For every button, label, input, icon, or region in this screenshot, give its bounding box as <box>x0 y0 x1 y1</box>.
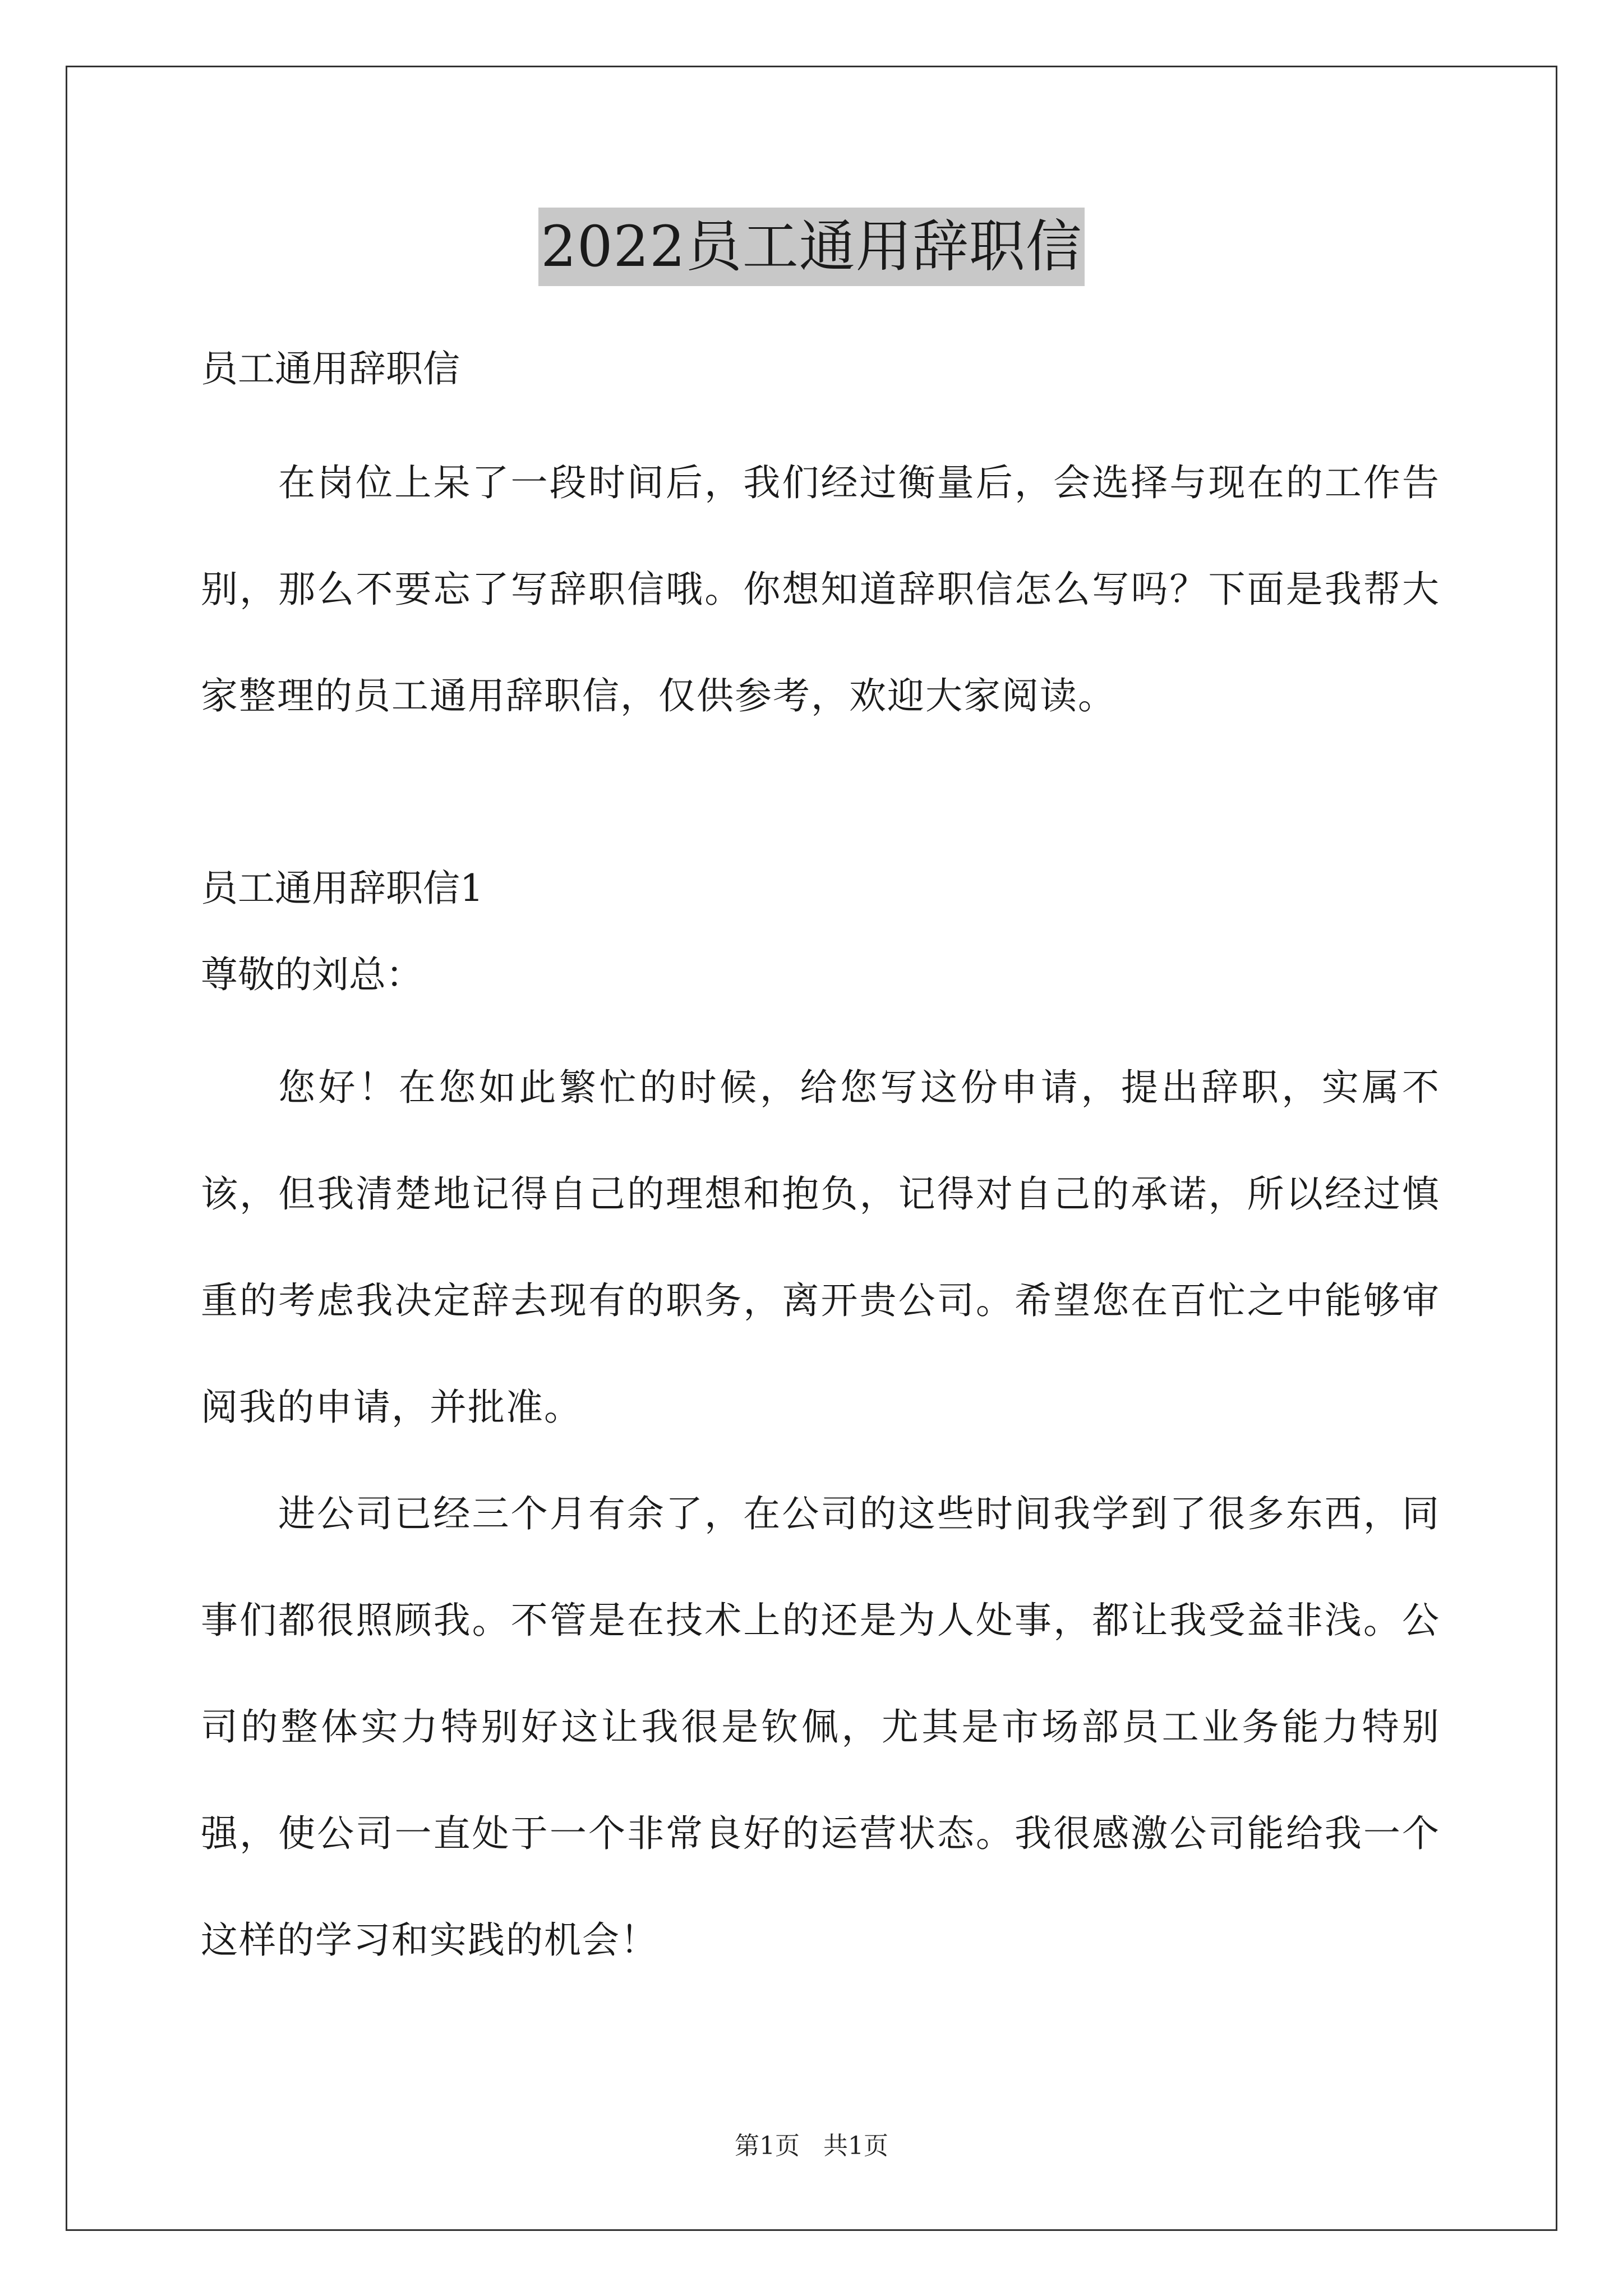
body-paragraph-2: 进公司已经三个月有余了，在公司的这些时间我学到了很多东西，同事们都很照顾我。不管是在技术上的还是为人处事，都让我受益非浅。公司的整体实力特别好这让我很是钦佩，尤其是市场部员工业务能力特别强，使公司一直处于一个非常良好的运营状态。我很感激公司能给我一个这样的学习和实践的机会！ <box>201 1492 1440 1962</box>
intro-paragraph: 在岗位上呆了一段时间后，我们经过衡量后，会选择与现在的工作告别，那么不要忘了写辞职信哦。你想知道辞职信怎么写吗？下面是我帮大家整理的员工通用辞职信，仅供参考，欢迎大家阅读。 <box>201 461 1440 717</box>
section-heading: 员工通用辞职信1 <box>201 867 483 910</box>
page-footer <box>0 2129 1623 2163</box>
subtitle: 员工通用辞职信 <box>201 347 460 390</box>
page-number: 第1页 <box>735 2132 800 2160</box>
title-wrap <box>0 208 1623 286</box>
page-total: 共1页 <box>823 2132 888 2160</box>
body-paragraph-1: 您好！在您如此繁忙的时候，给您写这份申请，提出辞职，实属不该，但我清楚地记得自己的理想和抱负，记得对自己的承诺，所以经过慎重的考虑我决定辞去现有的职务，离开贵公司。希望您在百忙之中能够审阅我的申请，并批准。 <box>201 1066 1440 1429</box>
salutation: 尊敬的刘总： <box>201 953 423 996</box>
document-body <box>201 342 1440 1994</box>
document-title: 2022员工通用辞职信 <box>538 208 1085 286</box>
